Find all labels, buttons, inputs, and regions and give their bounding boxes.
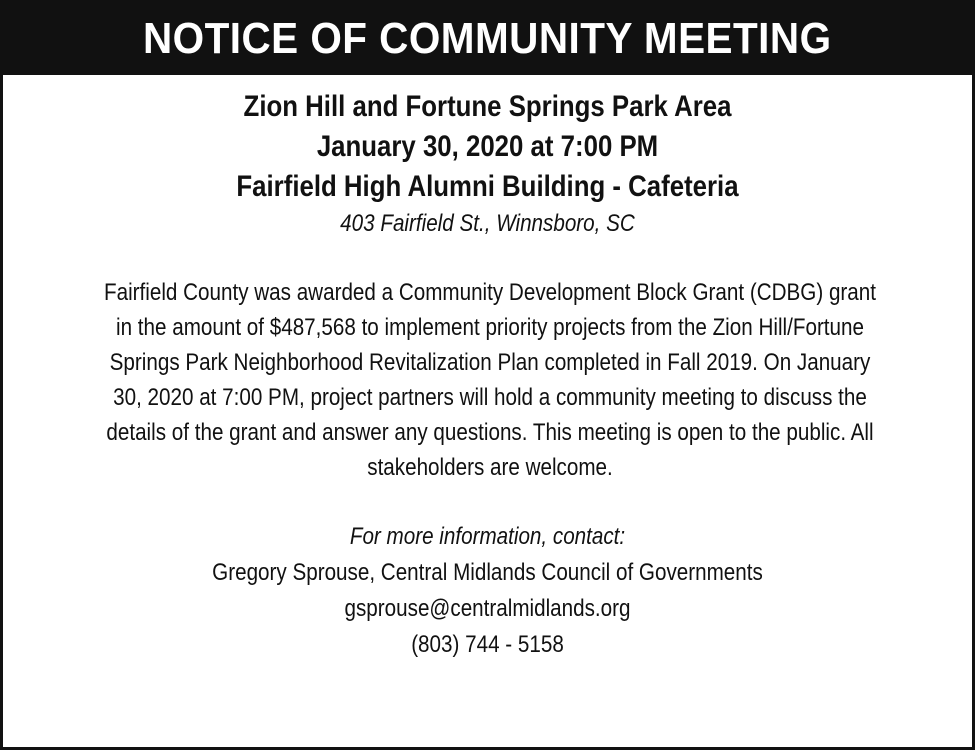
body-line: Fairfield County was awarded a Community Development Block Grant (CDBG) grant (103, 279, 877, 306)
contact-heading: For more information, contact: (349, 523, 626, 550)
body-line: in the amount of $487,568 to implement priority projects from the Zion Hill/Fortune (115, 314, 864, 341)
contact-phone: (803) 744 - 5158 (411, 631, 564, 658)
meeting-venue: Fairfield High Alumni Building - Cafeteria (236, 170, 739, 203)
body-paragraph (47, 275, 933, 485)
meeting-address: 403 Fairfield St., Winnsboro, SC (340, 210, 635, 237)
body-line: details of the grant and answer any questions. This meeting is open to the public. All (106, 419, 874, 446)
notice-title: NOTICE OF COMMUNITY MEETING (143, 14, 832, 63)
contact-email: gsprouse@centralmidlands.org (344, 595, 631, 622)
meeting-area: Zion Hill and Fortune Springs Park Area (243, 90, 732, 123)
body-line: 30, 2020 at 7:00 PM, project partners will hold a community meeting to discuss the (113, 384, 867, 411)
contact-name-org: Gregory Sprouse, Central Midlands Council of Governments (212, 559, 763, 586)
title-banner (3, 3, 972, 75)
body-line: Springs Park Neighborhood Revitalization Plan completed in Fall 2019. On January (109, 349, 871, 376)
body-line: stakeholders are welcome. (367, 454, 613, 481)
contact-block (43, 519, 932, 663)
notice-content (3, 75, 972, 663)
meeting-datetime: January 30, 2020 at 7:00 PM (316, 130, 659, 163)
